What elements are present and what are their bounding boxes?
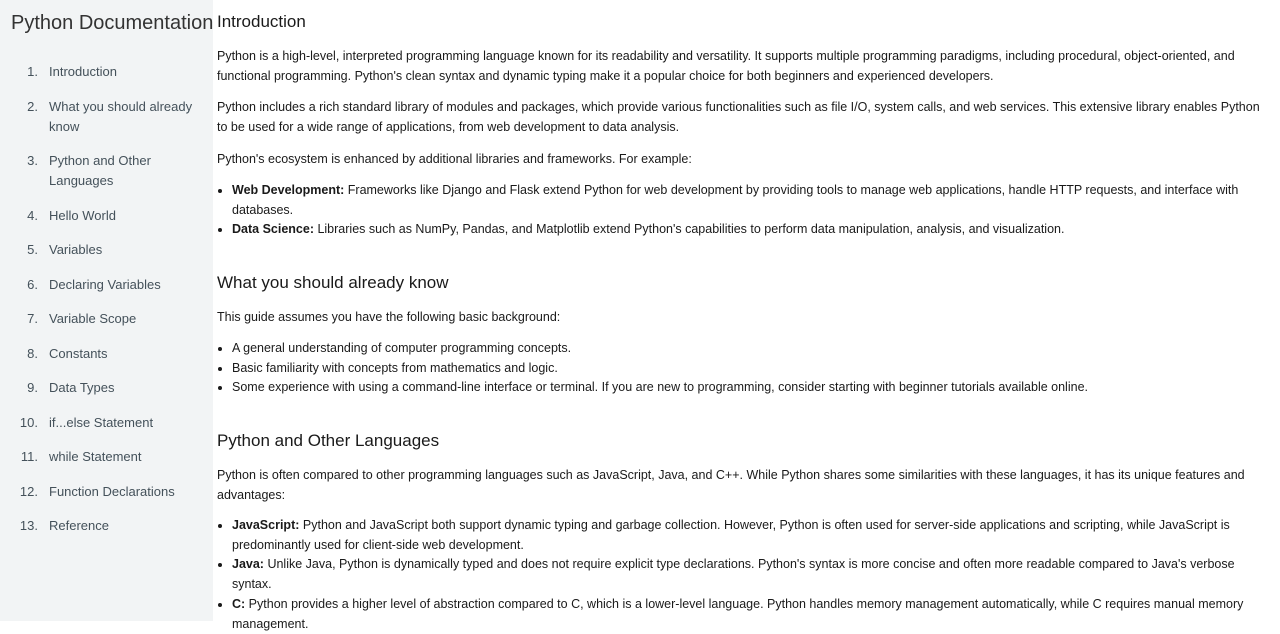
sidebar-item-function-declarations[interactable]	[0, 482, 213, 502]
intro-bullet-list	[217, 181, 1269, 240]
list-item	[232, 516, 1269, 555]
bullet-term: C:	[232, 596, 246, 611]
nav-number: 9.	[27, 380, 38, 395]
nav-number: 5.	[27, 242, 38, 257]
sidebar-item-introduction[interactable]	[0, 62, 213, 82]
nav-number: 2.	[27, 98, 38, 114]
sidebar-item-data-types[interactable]	[0, 378, 213, 398]
nav-label: while Statement	[49, 449, 142, 464]
bullet-text: Libraries such as NumPy, Pandas, and Matplotlib extend Python's capabilities to perform data manipulation, analysis, and visualization.	[313, 222, 1065, 237]
sidebar-item-while-statement[interactable]	[0, 447, 213, 467]
intro-paragraph-1: Python is a high-level, interpreted programming language known for its readability and versatility. It supports multiple programming paradigms, including procedural, object-oriented, and functional programming. Python's clean syntax and dynamic typing make it a popular choice for both beginners and experienced developers.	[217, 49, 1235, 83]
nav-number: 10.	[19, 414, 38, 430]
sidebar-item-declaring-variables[interactable]	[0, 275, 213, 295]
bullet-text: Python provides a higher level of abstraction compared to C, which is a lower-level language. Python handles memory management automatically, while C requires manual memory management.	[232, 596, 1244, 631]
list-item	[232, 220, 1269, 240]
know-bullet-list	[217, 339, 1269, 398]
nav-label: Variable Scope	[49, 311, 137, 326]
sidebar-item-hello-world[interactable]	[0, 206, 213, 226]
sidebar-item-what-you-should-already-know[interactable]	[0, 97, 213, 137]
list-item: • Some experience with using a command-line interface or terminal. If you are new to programming, consider starting with beginner tutorials available online.	[232, 378, 1269, 398]
main-content	[217, 0, 1269, 631]
other-paragraph-1: Python is often compared to other programming languages such as JavaScript, Java, and C++. While Python shares some similarities with these languages, it has its unique features and advantages:	[217, 468, 1245, 502]
nav-number: 3.	[27, 153, 38, 168]
nav-label: Declaring Variables	[49, 276, 161, 292]
nav-number: 6.	[27, 276, 38, 292]
sidebar-item-reference[interactable]	[0, 516, 213, 536]
list-item	[232, 555, 1269, 594]
nav-label: Reference	[49, 518, 109, 533]
sidebar-item-constants[interactable]	[0, 344, 213, 364]
list-item	[232, 595, 1269, 634]
nav-number: 11.	[20, 449, 38, 464]
nav-label: Data Types	[49, 380, 115, 395]
nav-number: 12.	[19, 483, 38, 499]
sidebar-item-python-and-other-languages[interactable]	[0, 151, 213, 191]
nav-number: 8.	[27, 345, 38, 361]
list-item: • Basic familiarity with concepts from mathematics and logic.	[232, 359, 1269, 379]
nav-list	[0, 62, 213, 536]
section-heading-what-you-should-already-know: What you should already know	[217, 273, 449, 292]
bullet-term: Data Science:	[232, 222, 314, 237]
nav-number: 7.	[27, 311, 38, 326]
list-item	[232, 181, 1269, 220]
bullet-text: Unlike Java, Python is dynamically typed and does not require explicit type declarations. Python's syntax is more concise and often more readable compared to Java's verbose syntax.	[232, 557, 1235, 592]
nav-label: Hello World	[49, 207, 116, 223]
nav-label: Constants	[49, 345, 108, 361]
know-paragraph-1: This guide assumes you have the following basic background:	[217, 310, 561, 324]
bullet-term: Web Development:	[232, 183, 345, 197]
nav-number: 1.	[27, 64, 38, 79]
bullet-term: JavaScript:	[232, 518, 300, 532]
nav-label: if...else Statement	[49, 414, 154, 430]
bullet-text: Python and JavaScript both support dynamic typing and garbage collection. However, Python is often used for server-side applications and scripting, while JavaScript is predominantly used for client-side web development.	[232, 518, 1230, 552]
section-heading-python-and-other-languages: Python and Other Languages	[217, 431, 440, 450]
section-heading-introduction: Introduction	[217, 12, 306, 31]
nav-number: 13.	[19, 518, 38, 533]
intro-paragraph-3: Python's ecosystem is enhanced by additional libraries and frameworks. For example:	[217, 152, 692, 166]
bullet-text: Frameworks like Django and Flask extend Python for web development by providing tools to manage web applications, handle HTTP requests, and interface with databases.	[232, 183, 1239, 217]
nav-label: What you should already know	[49, 98, 193, 134]
other-bullet-list	[217, 516, 1269, 634]
sidebar-title: Python Documentation	[11, 12, 214, 34]
sidebar-item-if-else-statement[interactable]	[0, 413, 213, 433]
nav-label: Function Declarations	[49, 483, 175, 499]
sidebar-item-variables[interactable]	[0, 240, 213, 260]
nav-label: Variables	[49, 242, 103, 257]
bullet-term: Java:	[232, 557, 264, 572]
nav-label: Introduction	[49, 64, 117, 79]
nav-number: 4.	[27, 207, 38, 223]
sidebar	[0, 0, 213, 621]
sidebar-item-variable-scope[interactable]	[0, 309, 213, 329]
list-item: • A general understanding of computer programming concepts.	[232, 339, 1269, 359]
nav-label: Python and Other Languages	[49, 153, 151, 188]
intro-paragraph-2: Python includes a rich standard library of modules and packages, which provide various functionalities such as file I/O, system calls, and web services. This extensive library enables Python to be used for a wide range of applications, from web development to data analysis.	[217, 100, 1260, 134]
